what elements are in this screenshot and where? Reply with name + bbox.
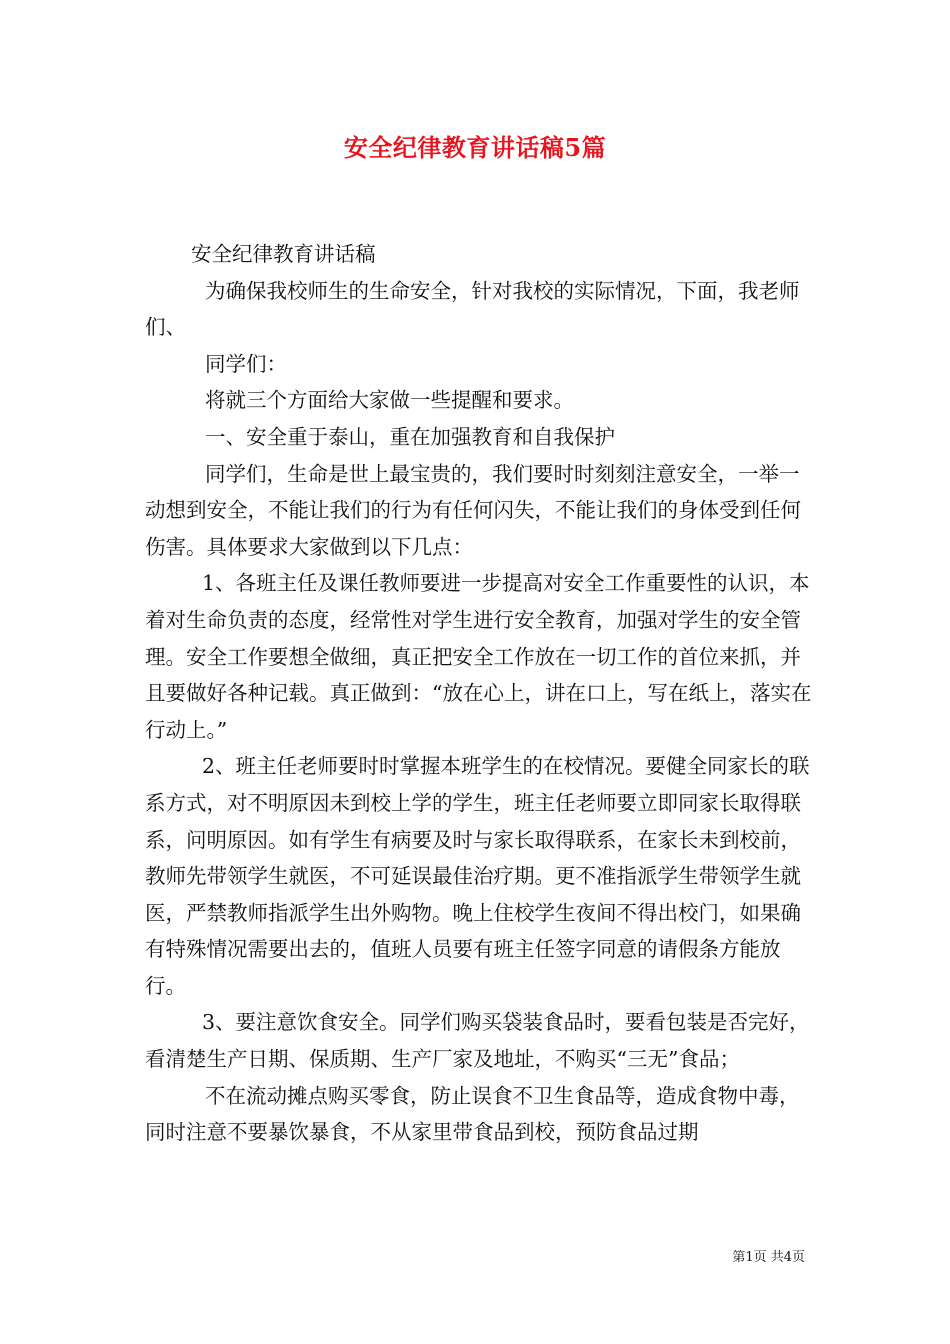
paragraph-intro: 为确保我校师生的生命安全，针对我校的实际情况，下面，我老师们、	[145, 278, 800, 340]
paragraph-item-3: 3、要注意饮食安全。同学们购买袋装食品时，要看包装是否完好，看清楚生产日期、保质期、生产厂家及地址，不购买“三无”食品；	[145, 1010, 810, 1072]
paragraph-greeting: 同学们：	[205, 351, 287, 376]
document-title: 安全纪律教育讲话稿5篇	[343, 133, 607, 162]
paragraph-heading: 安全纪律教育讲话稿	[191, 242, 376, 266]
paragraph-life-safety: 同学们，生命是世上最宝贵的，我们要时时刻刻注意安全，一举一动想到安全，不能让我们的行为有任何闪失，不能让我们的身体受到任何伤害。具体要求大家做到以下几点：	[145, 461, 801, 559]
paragraph-purpose: 将就三个方面给大家做一些提醒和要求。	[205, 388, 574, 413]
document-body	[145, 236, 813, 1151]
paragraph-item-2: 2、班主任老师要时时掌握本班学生的在校情况。要健全同家长的联系方式，对不明原因未到校上学的学生，班主任老师要立即同家长取得联系，问明原因。如有学生有病要及时与家长取得联系，在家长未到校前，教师先带领学生就医，不可延误最佳治疗期。更不准指派学生带领学生就医，严禁教师指派学生出外购物。晚上住校学生夜间不得出校门，如果确有特殊情况需要出去的，值班人员要有班主任签字同意的请假条方能放行。	[145, 754, 810, 998]
paragraph-section-one: 一、安全重于泰山，重在加强教育和自我保护	[205, 424, 615, 449]
page-number: 第1页 共4页	[732, 1250, 805, 1265]
paragraph-item-1: 1、各班主任及课任教师要进一步提高对安全工作重要性的认识，本着对生命负责的态度，经常性对学生进行安全教育，加强对学生的安全管理。安全工作要想全做细，真正把安全工作放在一切工作的首位来抓，并且要做好各种记载。真正做到：“放在心上，讲在口上，写在纸上，落实在行动上。”	[145, 571, 812, 742]
paragraph-food-safety: 不在流动摊点购买零食，防止误食不卫生食品等，造成食物中毒，同时注意不要暴饮暴食，不从家里带食品到校，预防食品过期	[145, 1083, 800, 1145]
